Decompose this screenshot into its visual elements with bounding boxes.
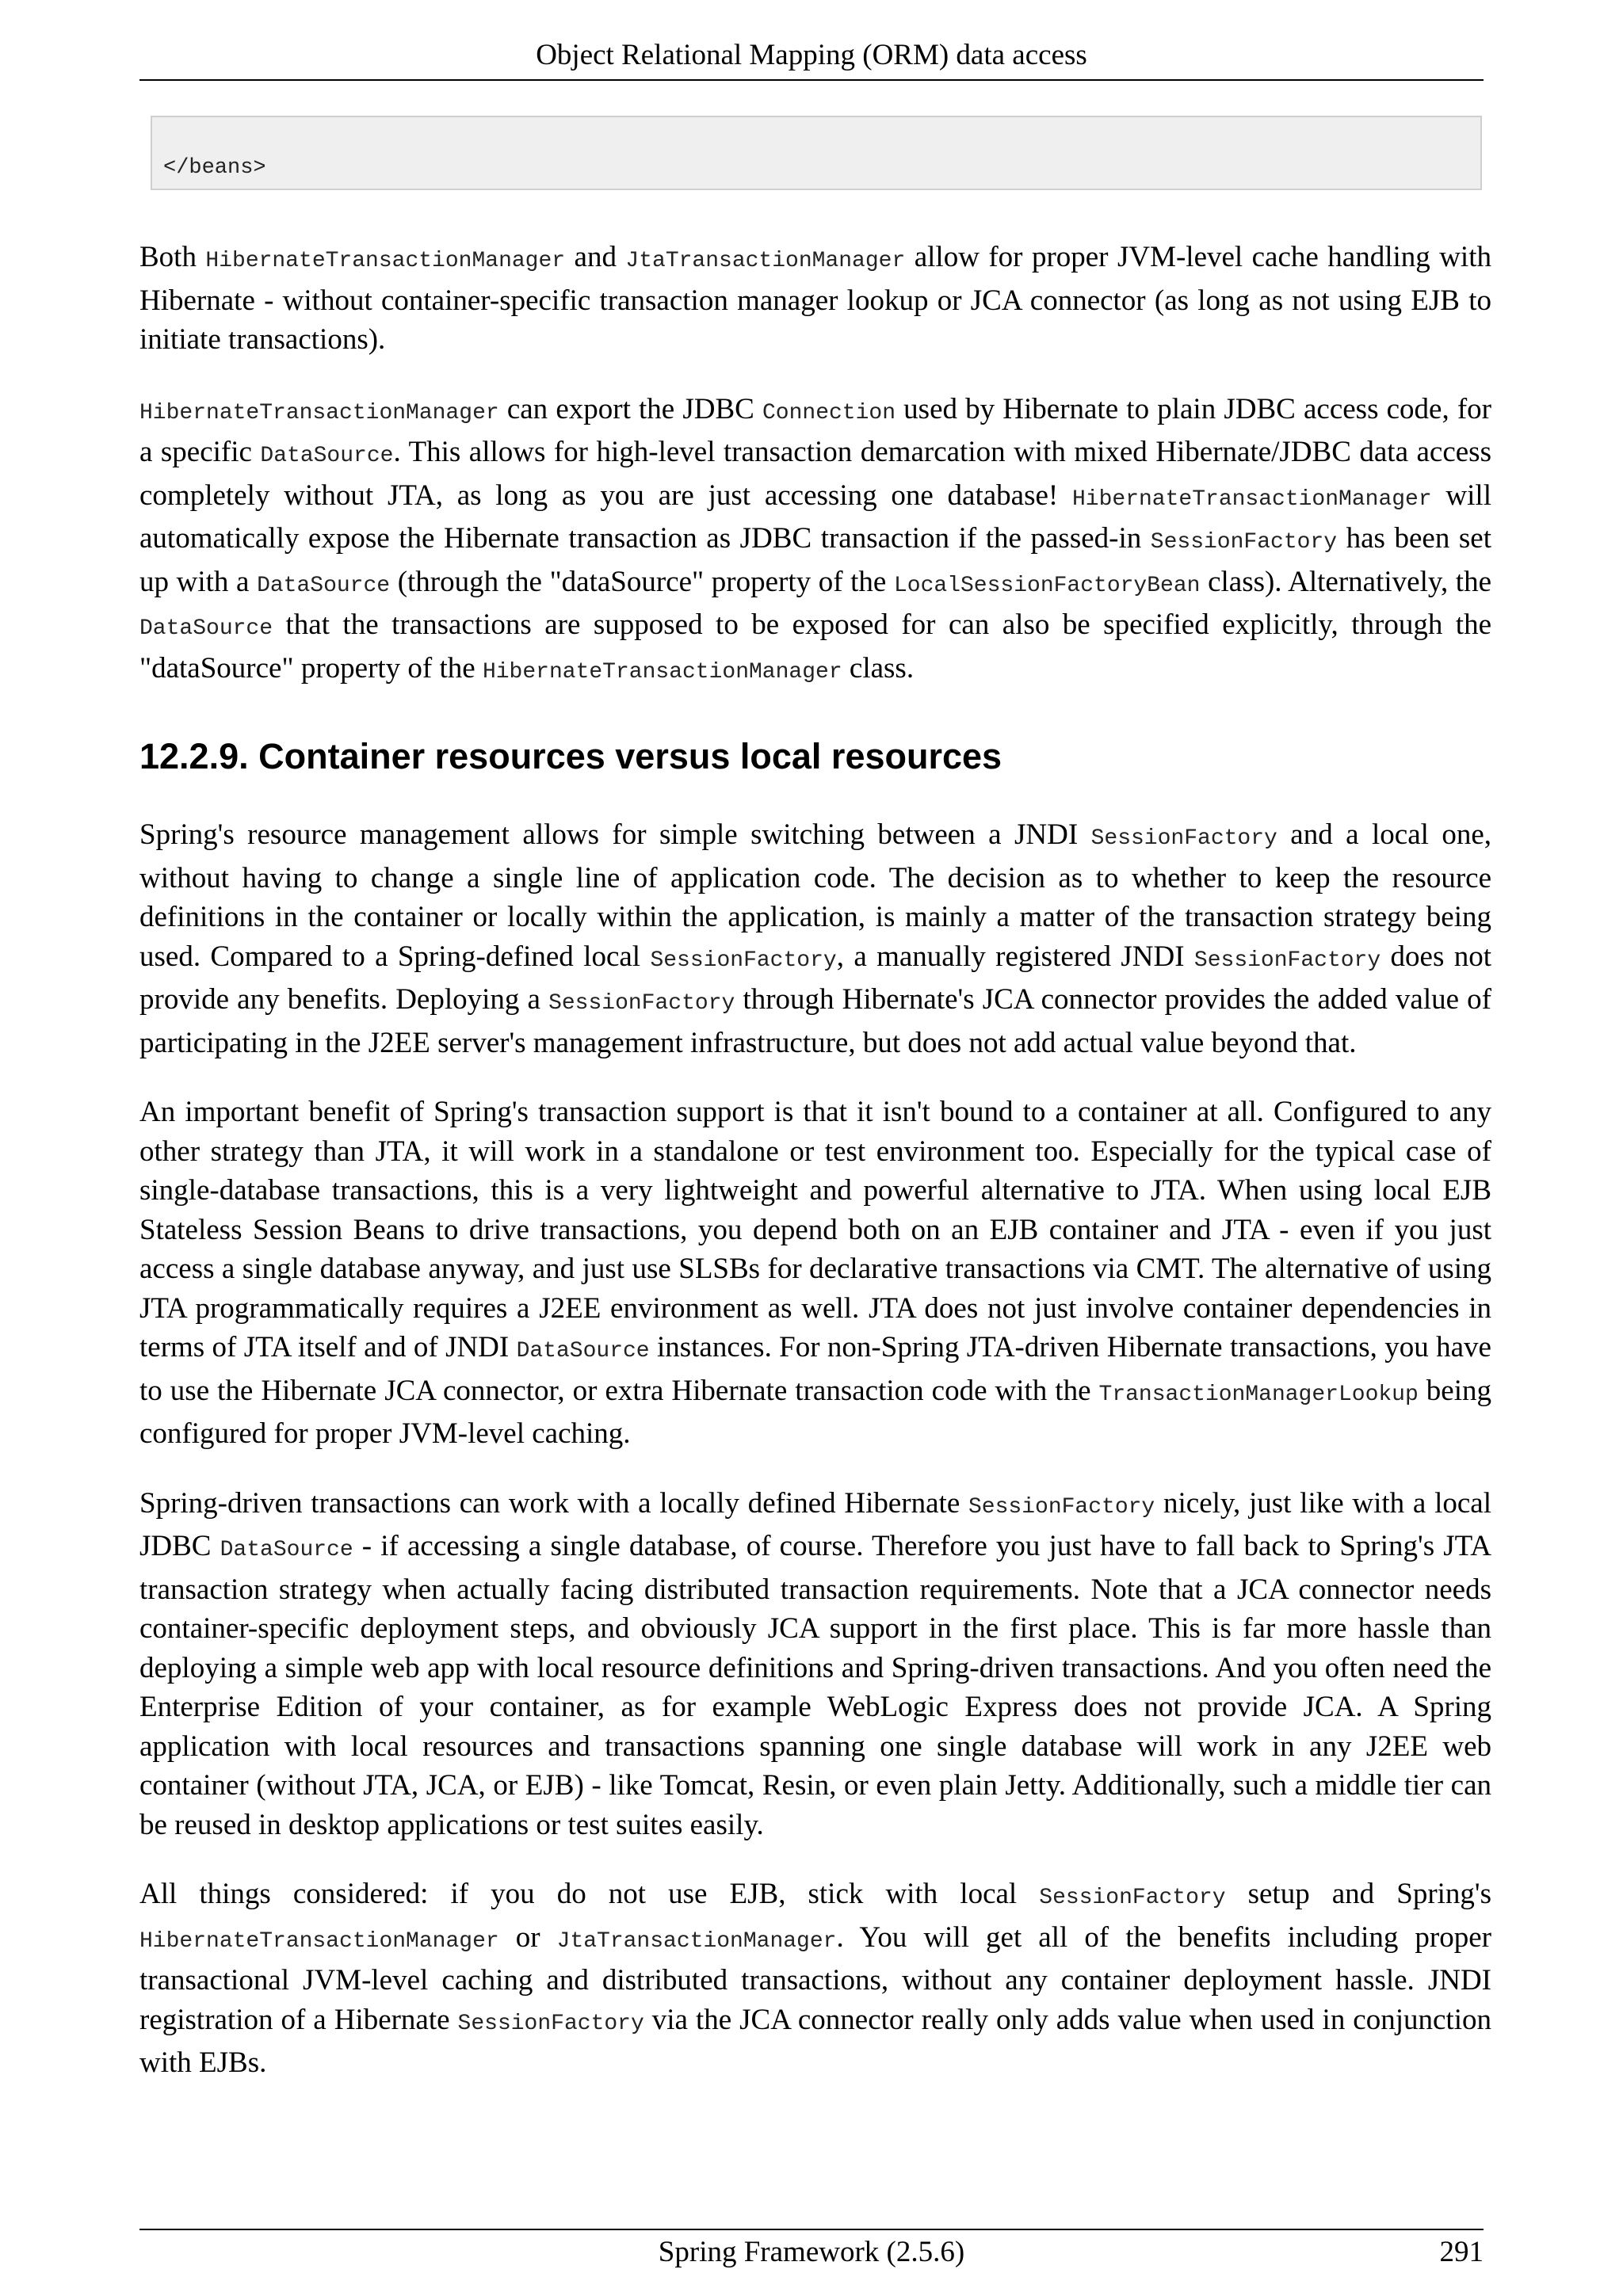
inline-code: DataSource — [516, 1339, 650, 1363]
paragraph — [139, 390, 1491, 692]
code-block: </beans> — [151, 116, 1482, 190]
inline-code: SessionFactory — [1193, 948, 1381, 973]
running-footer — [139, 2229, 1484, 2275]
main-content — [139, 238, 1491, 2083]
inline-code: SessionFactory — [548, 991, 735, 1016]
inline-code: HibernateTransactionManager — [139, 1928, 499, 1954]
inline-code: JtaTransactionManager — [625, 249, 906, 273]
paragraph — [139, 1484, 1491, 1845]
inline-code: HibernateTransactionManager — [205, 249, 566, 273]
paragraph-text: allow for proper JVM-level cache handling with Hibernate - without container-specific transaction manager lookup or JCA connector (as long as not using EJB to initiate transactions). — [139, 241, 1491, 356]
footer-title: Spring Framework (2.5.6) — [658, 2236, 965, 2268]
paragraph — [139, 238, 1491, 360]
inline-code: TransactionManagerLookup — [1098, 1382, 1419, 1407]
paragraph-text: does not provide any benefits. Deploying a — [139, 940, 1492, 1016]
inline-code: SessionFactory — [968, 1494, 1155, 1520]
paragraph-text: Spring-driven transactions can work with a locally defined Hibernate — [139, 1486, 968, 1520]
inline-code: SessionFactory — [1039, 1886, 1226, 1910]
paragraph-text: has been set up with a — [139, 522, 1491, 598]
paragraph-text: class). Alternatively, the — [1200, 565, 1492, 598]
inline-code: DataSource — [220, 1538, 353, 1562]
paragraph-text: (through the "dataSource" property of the — [390, 565, 894, 598]
paragraph-text: class. — [842, 651, 915, 685]
paragraph — [139, 815, 1491, 1062]
paragraph-text: that the transactions are supposed to be exposed for can also be specified explicitly, through the "dataSource" property of the — [139, 608, 1491, 685]
running-header: Object Relational Mapping (ORM) data access — [139, 32, 1484, 81]
inline-code: JtaTransactionManager — [556, 1928, 837, 1954]
inline-code: SessionFactory — [457, 2011, 644, 2036]
paragraph-text: , a manually registered JNDI — [836, 940, 1194, 973]
paragraph-text: An important benefit of Spring's transaction support is that it isn't bound to a container at all. Configured to any other strategy than JTA, it will work in a standalone or test environment too. Especially for the typical case of single-database transactions, this is a very lightweight and powerful alternative to JTA. When using local EJB Stateless Session Beans to drive transactions, you depend both on an EJB container and JTA - even if you just access a single database anyway, and just use SLSBs for declarative transactions via CMT. The alternative of using JTA programmatically requires a J2EE environment as well. JTA does not just involve container dependencies in terms of JTA itself and of JNDI — [139, 1096, 1491, 1363]
inline-code: LocalSessionFactoryBean — [893, 573, 1201, 598]
paragraph-text: instances. For non-Spring JTA-driven Hibernate transactions, you have to use the Hibernate JCA connector, or extra Hibernate transaction code with the — [139, 1331, 1491, 1407]
page-number: 291 — [1439, 2236, 1484, 2268]
paragraph-text: - if accessing a single database, of course. Therefore you just have to fall back to Spring's JTA transaction strategy when actually facing distributed transaction requirements. Note that a JCA connector needs container-specific deployment steps, and obviously JCA support in the first place. This is far more hassle than deploying a simple web app with local resource definitions and Spring-driven transactions. And you often need the Enterprise Edition of your container, as for example WebLogic Express does not provide JCA. A Spring application with local resources and transactions spanning one single database will work in any J2EE web container (without JTA, JCA, or EJB) - like Tomcat, Resin, or even plain Jetty. Additionally, such a middle tier can be reused in desktop applications or test suites easily. — [139, 1530, 1491, 1841]
paragraph-text: . This allows for high-level transaction demarcation with mixed Hibernate/JDBC data access completely without JTA, as long as you are just accessing one database! — [139, 436, 1491, 512]
paragraph-text: . You will get all of the benefits including proper transactional JVM-level caching and distributed transactions, without any container deployment hassle. JNDI registration of a Hibernate — [139, 1920, 1491, 2036]
inline-code: SessionFactory — [1150, 530, 1338, 555]
paragraph-text: and — [565, 241, 626, 273]
paragraph-text: being configured for proper JVM-level caching. — [139, 1374, 1491, 1450]
paragraph-text: through Hibernate's JCA connector provides the added value of participating in the J2EE server's management infrastructure, but does not add actual value beyond that. — [139, 983, 1491, 1059]
section-heading: 12.2.9. Container resources versus local resources — [139, 736, 1002, 776]
inline-code: DataSource — [139, 616, 273, 641]
paragraph — [139, 1875, 1491, 2083]
inline-code: DataSource — [260, 444, 394, 468]
paragraph-text: used by Hibernate to plain JDBC access code, for a specific — [139, 392, 1492, 468]
inline-code: HibernateTransactionManager — [1071, 486, 1432, 512]
paragraph — [139, 1093, 1491, 1454]
inline-code: DataSource — [257, 573, 391, 598]
paragraph-text: and a local one, without having to change a single line of application code. The decision as to whether to keep the resource definitions in the container or locally within the application, is mainly a matter of the transaction strategy being used. Compared to a Spring-defined local — [139, 818, 1492, 973]
paragraph-text: via the JCA connector really only adds value when used in conjunction with EJBs. — [139, 2003, 1491, 2079]
paragraph-text: or — [498, 1920, 557, 1954]
paragraph-text: Spring's resource management allows for simple switching between a JNDI — [139, 818, 1091, 851]
paragraph-text: All things considered: if you do not use EJB, stick with local — [139, 1878, 1040, 1910]
paragraph-text: can export the JDBC — [498, 392, 762, 425]
inline-code: Connection — [762, 400, 896, 425]
inline-code: SessionFactory — [1090, 826, 1277, 851]
paragraph-text: Both — [139, 241, 206, 273]
paragraph-text: nicely, just like with a local JDBC — [139, 1486, 1491, 1562]
inline-code: HibernateTransactionManager — [482, 659, 842, 685]
paragraph-text: will automatically expose the Hibernate transaction as JDBC transaction if the passed-in — [139, 479, 1491, 555]
inline-code: SessionFactory — [650, 948, 837, 973]
inline-code: HibernateTransactionManager — [139, 400, 499, 425]
paragraph-text: setup and Spring's — [1225, 1878, 1491, 1910]
